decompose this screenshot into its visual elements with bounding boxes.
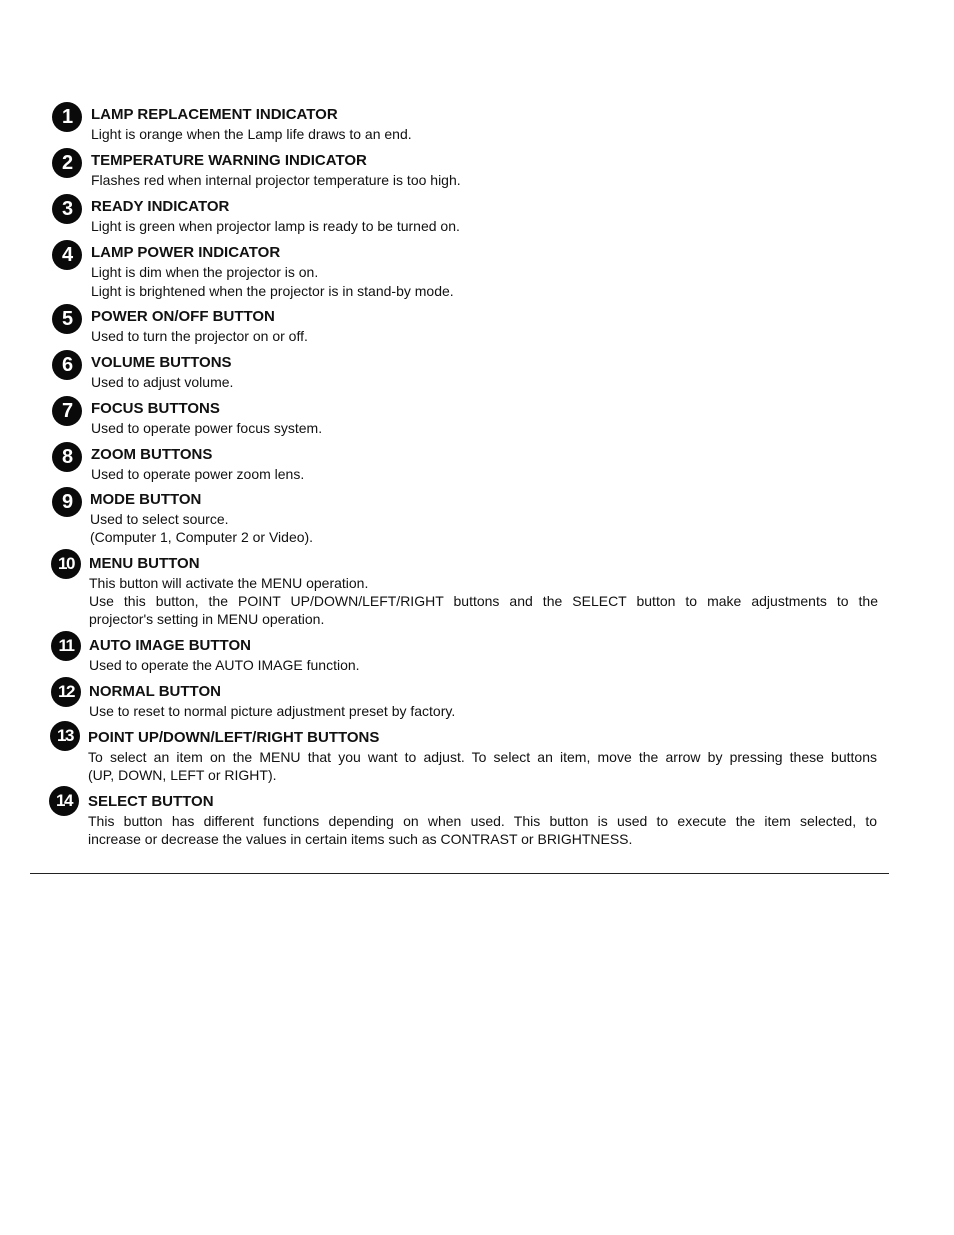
item-description: Flashes red when internal projector temperature is too high.: [91, 172, 461, 188]
item-title: LAMP POWER INDICATOR: [91, 244, 281, 261]
item-title: FOCUS BUTTONS: [91, 400, 220, 417]
number-14-icon: 14: [49, 786, 79, 816]
item-description: Light is brightened when the projector is in stand-by mode.: [91, 283, 454, 299]
item-description: (UP, DOWN, LEFT or RIGHT).: [88, 767, 277, 783]
item-title: NORMAL BUTTON: [89, 683, 221, 700]
number-13-icon: 13: [50, 721, 80, 751]
item-title: ZOOM BUTTONS: [91, 446, 213, 463]
item-title: LAMP REPLACEMENT INDICATOR: [91, 106, 338, 123]
number-2-icon: 2: [52, 148, 82, 178]
item-description: Used to turn the projector on or off.: [91, 328, 308, 344]
item-description: Light is green when projector lamp is ready to be turned on.: [91, 218, 460, 234]
item-description: Used to operate power zoom lens.: [91, 466, 305, 482]
number-7-icon: 7: [52, 396, 82, 426]
horizontal-divider: [30, 873, 889, 874]
item-description: This button will activate the MENU operation.: [89, 575, 369, 591]
item-title: AUTO IMAGE BUTTON: [89, 637, 251, 654]
item-title: POINT UP/DOWN/LEFT/RIGHT BUTTONS: [88, 729, 380, 746]
number-8-icon: 8: [52, 442, 82, 472]
item-description: (Computer 1, Computer 2 or Video).: [90, 529, 314, 545]
item-title: POWER ON/OFF BUTTON: [91, 308, 275, 325]
item-description: Use to reset to normal picture adjustment preset by factory.: [89, 703, 456, 719]
item-title: SELECT BUTTON: [88, 793, 214, 810]
number-1-icon: 1: [52, 102, 82, 132]
item-description: Used to adjust volume.: [91, 374, 234, 390]
item-description: Light is orange when the Lamp life draws to an end.: [91, 126, 412, 142]
number-4-icon: 4: [52, 240, 82, 270]
number-12-icon: 12: [51, 677, 81, 707]
item-description: Light is dim when the projector is on.: [91, 264, 319, 280]
item-title: READY INDICATOR: [91, 198, 230, 215]
number-10-icon: 10: [51, 549, 81, 579]
item-title: MENU BUTTON: [89, 555, 200, 572]
item-description: Use this button, the POINT UP/DOWN/LEFT/RIGHT buttons and the SELECT button to make adjustments to the: [89, 593, 878, 609]
item-description: This button has different functions depending on when used. This button is used to execute the item selected, to: [88, 813, 877, 829]
item-description: Used to select source.: [90, 511, 229, 527]
item-description: To select an item on the MENU that you want to adjust. To select an item, move the arrow by pressing these buttons: [88, 749, 877, 765]
item-title: VOLUME BUTTONS: [91, 354, 232, 371]
item-description: Used to operate power focus system.: [91, 420, 323, 436]
number-5-icon: 5: [52, 304, 82, 334]
item-description: Used to operate the AUTO IMAGE function.: [89, 657, 360, 673]
item-description: increase or decrease the values in certain items such as CONTRAST or BRIGHTNESS.: [88, 831, 633, 847]
number-6-icon: 6: [52, 350, 82, 380]
item-description: projector's setting in MENU operation.: [89, 611, 325, 627]
item-title: MODE BUTTON: [90, 491, 202, 508]
item-title: TEMPERATURE WARNING INDICATOR: [91, 152, 367, 169]
number-11-icon: 11: [51, 631, 81, 661]
number-3-icon: 3: [52, 194, 82, 224]
number-9-icon: 9: [52, 487, 82, 517]
